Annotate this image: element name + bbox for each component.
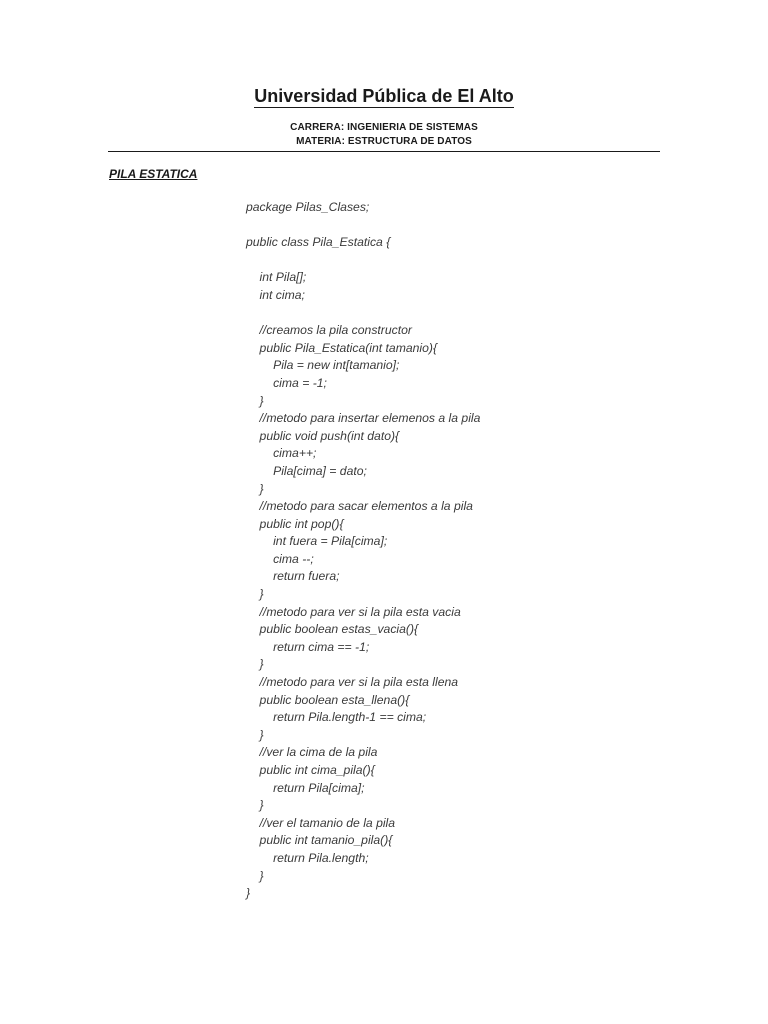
code-line: } <box>246 657 264 672</box>
code-line: int fuera = Pila[cima]; <box>246 534 388 549</box>
code-line: //creamos la pila constructor <box>246 323 412 338</box>
code-line: //metodo para sacar elementos a la pila <box>246 499 473 514</box>
code-line: cima++; <box>246 446 317 461</box>
code-line: //metodo para insertar elemenos a la pila <box>246 411 481 426</box>
code-line: } <box>246 798 264 813</box>
code-line: return cima == -1; <box>246 639 370 654</box>
code-line: } <box>246 868 264 883</box>
university-title <box>0 86 768 107</box>
section-heading: PILA ESTATICA <box>109 167 198 181</box>
code-line: Pila[cima] = dato; <box>246 463 367 478</box>
carrera-line: CARRERA: INGENIERIA DE SISTEMAS <box>290 122 478 133</box>
code-line: //metodo para ver si la pila esta vacia <box>246 604 461 619</box>
university-title-text: Universidad Pública de El Alto <box>254 86 514 106</box>
materia-line: MATERIA: ESTRUCTURA DE DATOS <box>296 136 472 147</box>
code-block <box>246 199 480 903</box>
code-line: cima --; <box>246 551 314 566</box>
code-line: //ver el tamanio de la pila <box>246 815 396 830</box>
code-line: return Pila[cima]; <box>246 780 365 795</box>
code-line: } <box>246 587 264 602</box>
code-line: Pila = new int[tamanio]; <box>246 358 400 373</box>
code-line <box>246 252 480 270</box>
code-line: cima = -1; <box>246 375 327 390</box>
code-line: return Pila.length; <box>246 850 369 865</box>
code-line: int Pila[]; <box>246 270 307 285</box>
code-line: } <box>246 886 251 901</box>
code-line: } <box>246 393 264 408</box>
code-line: } <box>246 481 264 496</box>
header-divider <box>108 151 660 152</box>
code-line: return fuera; <box>246 569 340 584</box>
code-line: //ver la cima de la pila <box>246 745 378 760</box>
code-line: public class Pila_Estatica { <box>246 235 391 250</box>
code-line: public Pila_Estatica(int tamanio){ <box>246 340 438 355</box>
code-line: public int tamanio_pila(){ <box>246 833 393 848</box>
code-line: package Pilas_Clases; <box>246 200 370 214</box>
code-line: public int cima_pila(){ <box>246 763 375 777</box>
code-line: public boolean esta_llena(){ <box>246 692 410 707</box>
code-line <box>246 305 480 323</box>
code-line: public boolean estas_vacia(){ <box>246 622 419 637</box>
code-line <box>246 217 480 235</box>
code-line: public void push(int dato){ <box>246 428 400 443</box>
code-line: return Pila.length-1 == cima; <box>246 710 427 725</box>
code-line: public int pop(){ <box>246 516 344 531</box>
code-line: //metodo para ver si la pila esta llena <box>246 675 459 690</box>
code-line: int cima; <box>246 287 305 302</box>
code-line: } <box>246 727 264 742</box>
